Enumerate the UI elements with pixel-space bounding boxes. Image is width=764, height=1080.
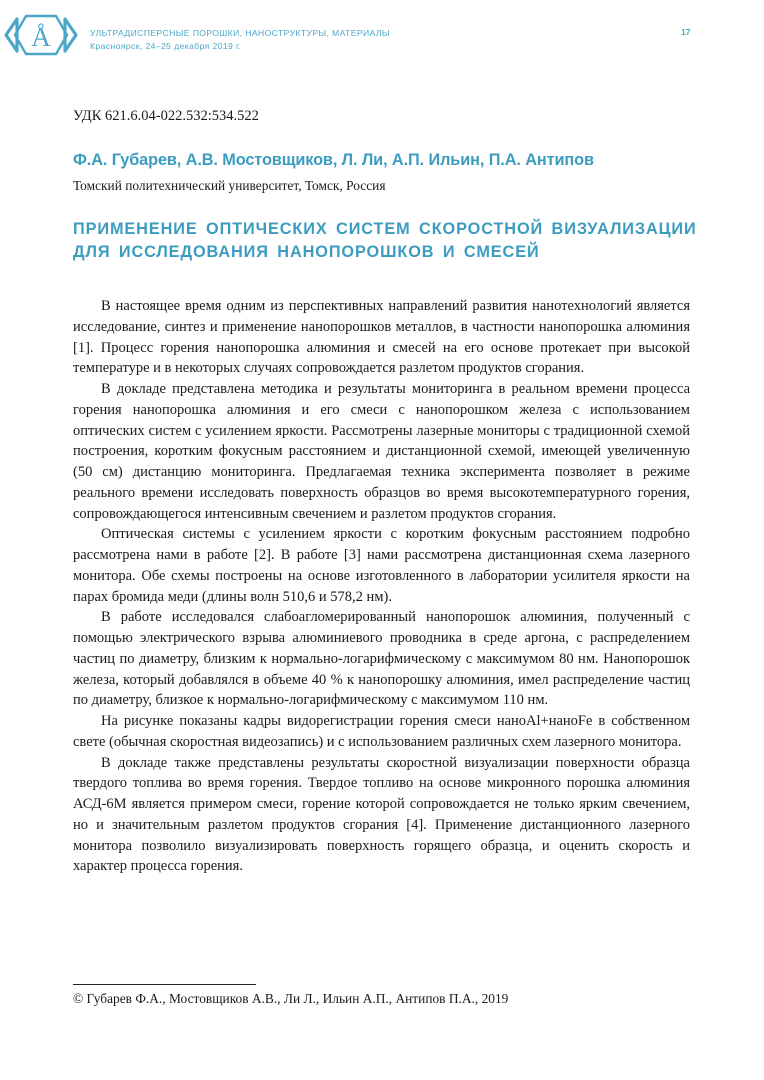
logo-letter: Å <box>31 22 51 52</box>
paragraph: Оптическая системы с усилением яркости с коротким фокусным расстоянием подробно рассмотрена нами в работе [2]. В работе [3] нами рассмотрена дистанционная схема лазерного монитора. Обе схемы построены на основе изготовленного в лаборатории усилителя яркости на парах бромида меди (длины волн 510,6 и 578,2 нм). <box>73 526 690 605</box>
udc-code: УДК 621.6.04-022.532:534.522 <box>73 108 259 124</box>
title-line-2: ДЛЯ ИССЛЕДОВАНИЯ НАНОПОРОШКОВ И СМЕСЕЙ <box>73 243 540 261</box>
article-title <box>73 218 697 264</box>
paragraph: На рисунке показаны кадры видорегистрации горения смеси наноAl+наноFe в собственном свете (обычная скоростная видеозапись) и с использованием различных схем лазерного монитора. <box>73 713 690 750</box>
paragraph: В настоящее время одним из перспективных направлений развития нанотехнологий является исследование, синтез и применение нанопорошков металлов, в частности нанопорошка алюминия [1]. Процесс горения нанопорошка алюминия и смесей на его основе протекает при высокой температуре и в некоторых случаях сопровождается разлетом продуктов сгорания. <box>73 298 690 377</box>
footnote-divider <box>73 984 256 985</box>
title-line-1: ПРИМЕНЕНИЕ ОПТИЧЕСКИХ СИСТЕМ СКОРОСТНОЙ ВИЗУАЛИЗАЦИИ <box>73 220 697 238</box>
article-body <box>73 296 690 877</box>
affiliation: Томский политехнический университет, Томск, Россия <box>73 178 386 193</box>
conference-title: УЛЬТРАДИСПЕРСНЫЕ ПОРОШКИ, НАНОСТРУКТУРЫ, МАТЕРИАЛЫ <box>90 28 390 38</box>
conference-logo <box>4 13 78 57</box>
authors: Ф.А. Губарев, А.В. Мостовщиков, Л. Ли, А.П. Ильин, П.А. Антипов <box>73 151 594 169</box>
running-header <box>90 27 390 53</box>
paragraph: В работе исследовался слабоагломерированный нанопорошок алюминия, полученный с помощью электрического взрыва алюминиевого проводника в среде аргона, с распределением частиц по диаметру, близким к нормально-логарифмическому с максимумом 80 нм. Нанопорошок железа, который добавлялся в объеме 40 % к нанопорошку алюминия, имел распределение частиц по диаметру, близкое к нормально-логарифмическому с максимумом 110 нм. <box>73 609 690 709</box>
page-number: 17 <box>681 27 691 37</box>
conference-place-date: Красноярск, 24–25 декабря 2019 г. <box>90 41 242 51</box>
copyright-footnote: © Губарев Ф.А., Мостовщиков А.В., Ли Л., Ильин А.П., Антипов П.А., 2019 <box>73 991 509 1006</box>
paragraph: В докладе представлена методика и результаты мониторинга в реальном времени процесса горения нанопорошка алюминия и его смеси с нанопорошком железа с использованием оптических систем с усилением яркости. Рассмотрены лазерные мониторы с традиционной схемой построения, коротким фокусным расстоянием и дистанционной схемой, имеющей увеличенную (50 см) дистанцию мониторинга. Предлагаемая техника эксперимента позволяет в режиме реального времени исследовать поверхность образцов во время высокотемпературного горения, сопровождающегося интенсивным свечением и разлетом продуктов сгорания. <box>73 381 690 522</box>
paragraph: В докладе также представлены результаты скоростной визуализации поверхности образца твердого топлива во время горения. Твердое топливо на основе микронного порошка алюминия АСД-6М является примером смеси, горение которой сопровождается не только ярким свечением, но и значительным разлетом продуктов сгорания [4]. Применение дистанционного лазерного монитора позволило визуализировать поверхность горящего образца, и оценить скорость и характер процесса горения. <box>73 754 690 875</box>
